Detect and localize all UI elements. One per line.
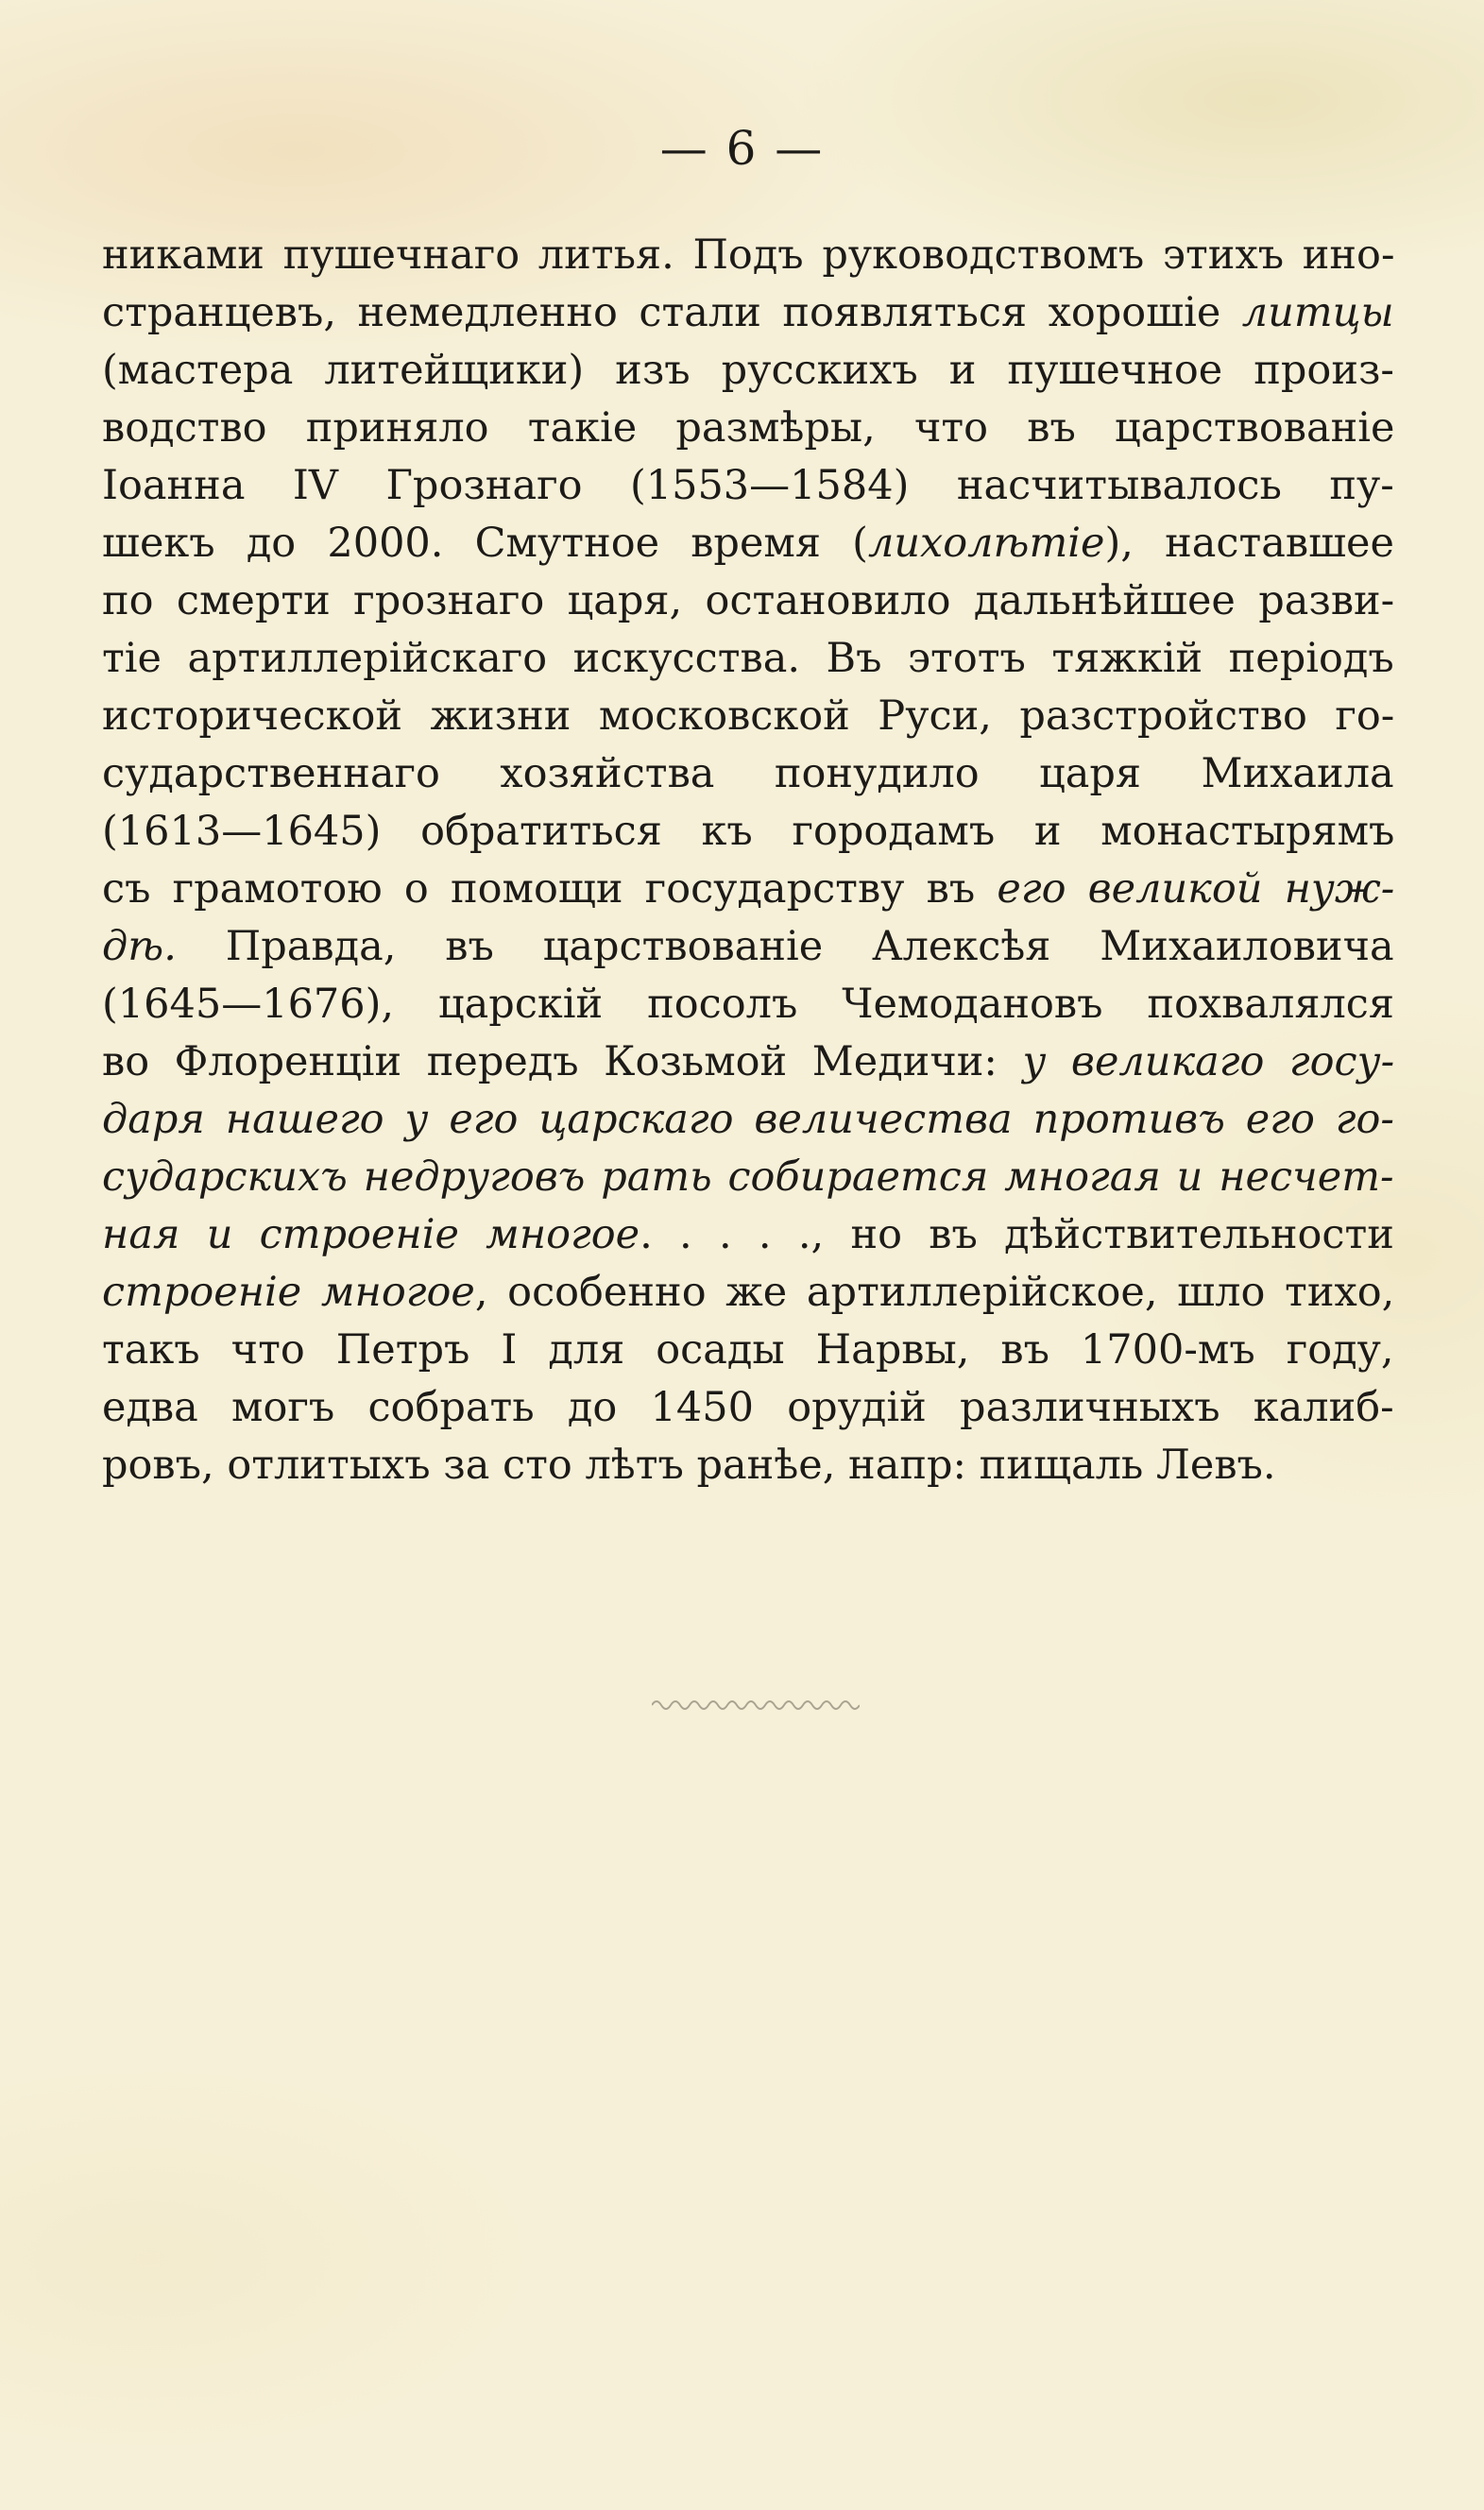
text-line [102, 1206, 1394, 1264]
text-line [102, 976, 1394, 1033]
emphasized-text: литцы [1241, 289, 1394, 336]
text-run: никами пушечнаго литья. Подъ руководствомъ этихъ ино- [102, 231, 1394, 279]
text-line [102, 1437, 1394, 1494]
text-run: съ грамотою о помощи государству въ [102, 865, 998, 913]
text-line [102, 1264, 1394, 1322]
text-line [102, 1091, 1394, 1149]
text-line [102, 572, 1394, 630]
text-run: водство приняло такіе размѣры, что въ царствованіе [102, 404, 1394, 452]
text-run: (1645—1676), царскій посолъ Чемодановъ похвалялся [102, 981, 1394, 1028]
text-run: сударственнаго хозяйства понудило царя Михаила [102, 750, 1394, 797]
emphasized-text: дѣ. [102, 923, 177, 970]
emphasized-text: у великаго госу- [1022, 1038, 1394, 1085]
text-run: ), наставшее [1104, 520, 1394, 567]
text-line [102, 515, 1394, 572]
text-line [102, 1149, 1394, 1206]
text-line [102, 227, 1394, 284]
decorative-separator [652, 1696, 860, 1715]
text-run: едва могъ собрать до 1450 орудій различныхъ калиб- [102, 1384, 1394, 1431]
text-line [102, 918, 1394, 976]
text-run: (1613—1645) обратиться къ городамъ и монастырямъ [102, 808, 1394, 855]
text-line [102, 342, 1394, 400]
text-line [102, 1379, 1394, 1437]
text-run: Правда, въ царствованіе Алексѣя Михаиловича [176, 923, 1394, 970]
text-line [102, 1033, 1394, 1091]
emphasized-text: сударскихъ недруговъ рать собирается многая и несчет- [102, 1153, 1394, 1201]
text-run: такъ что Петръ I для осады Нарвы, въ 1700-мъ году, [102, 1326, 1394, 1374]
text-run: (мастера литейщики) изъ русскихъ и пушечное произ- [102, 347, 1394, 394]
text-run: шекъ до 2000. Смутное время ( [102, 520, 868, 567]
text-line [102, 861, 1394, 918]
text-line [102, 803, 1394, 861]
emphasized-text: строеніе многое [102, 1269, 475, 1316]
emphasized-text: лихолѣтіе [867, 520, 1105, 567]
text-line [102, 1322, 1394, 1379]
text-run: тіе артиллерійскаго искусства. Въ этотъ тяжкій періодъ [102, 635, 1394, 682]
emphasized-text: даря нашего у его царскаго величества противъ его го- [102, 1096, 1394, 1143]
text-run: во Флоренціи передъ Козьмой Медичи: [102, 1038, 1023, 1085]
text-line [102, 457, 1394, 515]
text-run: . . . . ., но въ дѣйствительности [640, 1211, 1394, 1258]
text-run: , особенно же артиллерійское, шло тихо, [474, 1269, 1394, 1316]
text-line [102, 630, 1394, 688]
text-line [102, 688, 1394, 745]
text-run: странцевъ, немедленно стали появляться хорошіе [102, 289, 1242, 336]
emphasized-text: его великой нуж- [997, 865, 1394, 913]
text-run: ровъ, отлитыхъ за сто лѣтъ ранѣе, напр: пищаль Левъ. [102, 1442, 1276, 1489]
page-number: — 6 — [659, 121, 825, 176]
text-run: по смерти грознаго царя, остановило дальнѣйшее разви- [102, 577, 1394, 624]
emphasized-text: ная и строеніе многое [102, 1211, 640, 1258]
text-line [102, 284, 1394, 342]
text-run: Іоанна IV Грознаго (1553—1584) насчитывалось пу- [102, 462, 1394, 509]
text-line [102, 745, 1394, 803]
body-text [102, 227, 1394, 1494]
text-run: исторической жизни московской Руси, разстройство го- [102, 692, 1394, 740]
text-line [102, 400, 1394, 457]
